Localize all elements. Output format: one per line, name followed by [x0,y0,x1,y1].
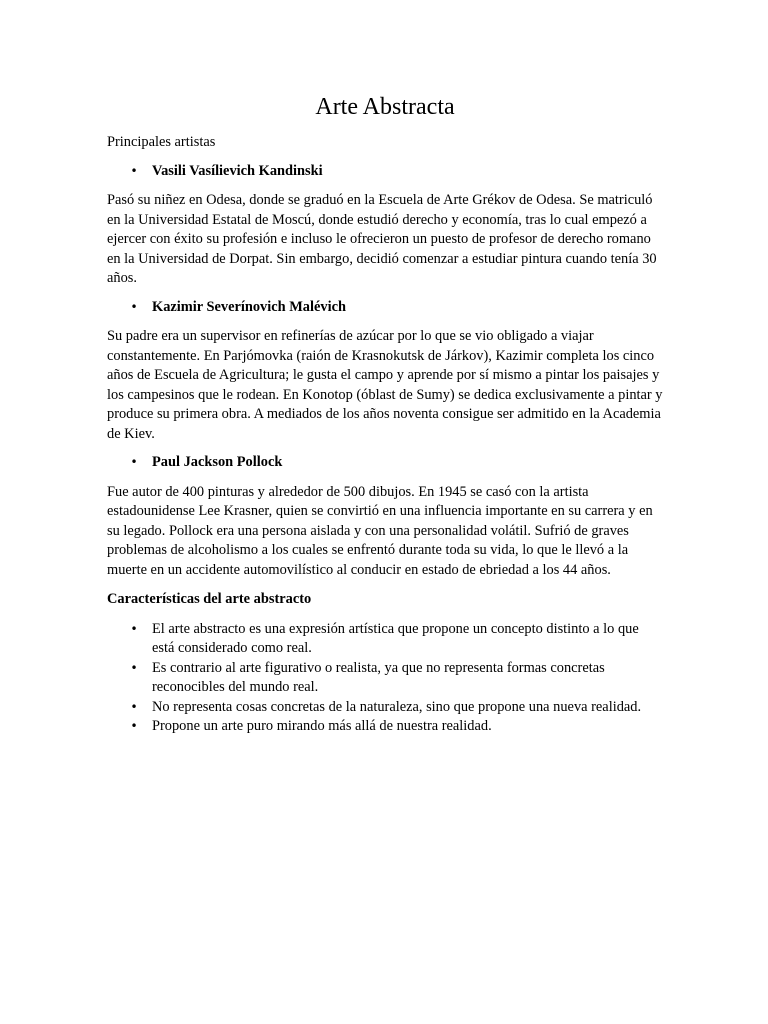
artist-heading-list [107,162,663,182]
list-item-text: Propone un arte puro mirando más allá de nuestra realidad. [152,718,492,734]
artist-bio: Su padre era un supervisor en refinerías de azúcar por lo que se vio obligado a viajar constantemente. En Parjómovka (raión de Krasnokutsk de Járkov), Kazimir completa los cinco años de Escuela de Agricultura; le gusta el campo y aprende por sí mismo a pintar los paisajes y los campesinos que le rodean. En Konotop (óblast de Sumy) se dedica exclusivamente a pintar y produce su primera obra. A mediados de los años noventa consigue ser admitido en la Academia de Kiev. [107,328,663,442]
list-item [107,620,663,659]
list-item [107,659,663,698]
bullet-icon: • [130,299,138,314]
list-item-text: No representa cosas concretas de la naturaleza, sino que propone una nueva realidad. [152,698,642,715]
list-item [107,717,663,737]
list-item-text: El arte abstracto es una expresión artística que propone un concepto distinto a lo que está considerado como real. [152,620,639,656]
characteristics-list [107,620,663,737]
document-title: Arte Abstracta [315,94,455,120]
artist-heading-list [107,453,663,473]
list-item-text: Es contrario al arte figurativo o realista, ya que no representa formas concretas reconocibles del mundo real. [152,659,605,695]
section-subtitle: Principales artistas [107,134,216,150]
artist-heading-list [107,298,663,318]
artist-heading-item [107,298,663,318]
bullet-icon: • [130,163,138,178]
bullet-icon: • [130,621,138,636]
list-item [107,698,663,718]
characteristics-heading: Características del arte abstracto [107,591,312,607]
bullet-icon: • [130,660,138,675]
artist-bio: Pasó su niñez en Odesa, donde se graduó en la Escuela de Arte Grékov de Odesa. Se matriculó en la Universidad Estatal de Moscú, donde estudió derecho y economía, tras lo cual empezó a ejercer con éxito su profesión e incluso le ofrecieron un puesto de profesor de derecho romano en la Universidad de Dorpat. Sin embargo, decidió comenzar a estudiar pintura cuando tenía 30 años. [107,192,657,286]
artist-bio: Fue autor de 400 pinturas y alrededor de 500 dibujos. En 1945 se casó con la artista estadounidense Lee Krasner, quien se convirtió en una influencia importante en su carrera y en su legado. Pollock era una persona aislada y con una personalidad volátil. Sufrió de graves problemas de alcoholismo a los cuales se enfrentó durante toda su vida, lo que le llevó a la muerte en un accidente automovilístico al conducir en estado de ebriedad a los 44 años. [107,483,653,578]
artist-name: Kazimir Severínovich Malévich [152,298,346,315]
bullet-icon: • [130,455,138,469]
artist-heading-item [107,162,663,182]
artist-name: Vasili Vasílievich Kandinski [152,162,323,179]
bullet-icon: • [130,719,138,733]
artist-heading-item [107,453,663,473]
artist-name: Paul Jackson Pollock [152,454,283,470]
document-content [107,90,663,737]
bullet-icon: • [130,699,138,714]
